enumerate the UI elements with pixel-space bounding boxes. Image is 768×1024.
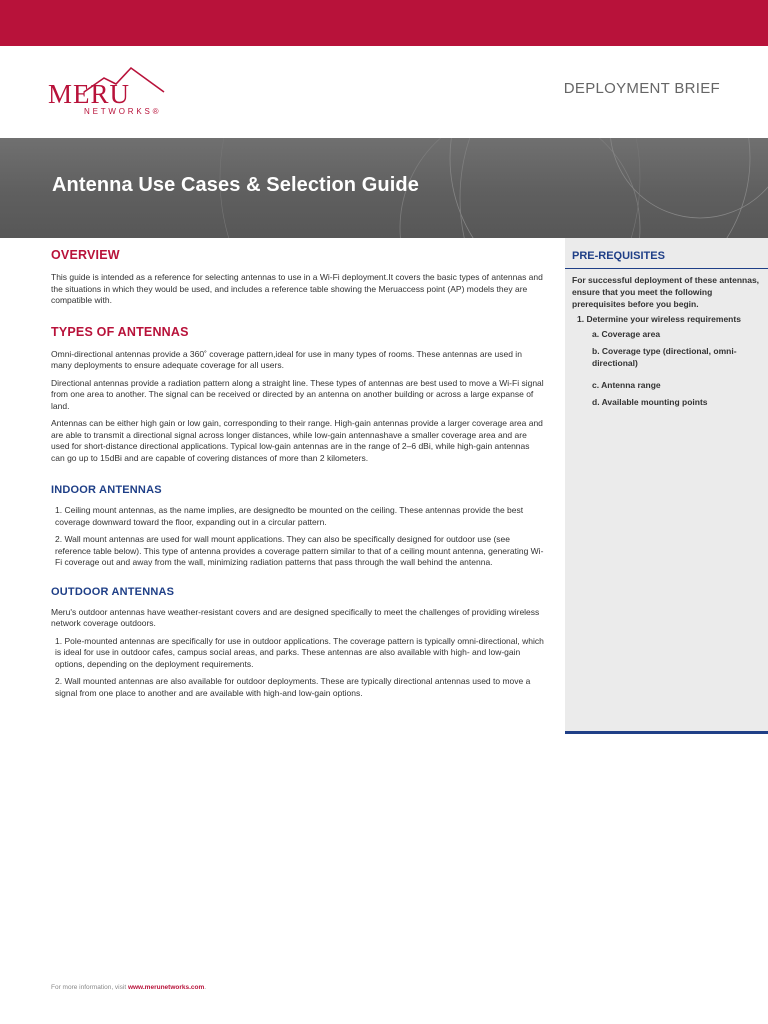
indoor-item-2: 2. Wall mount antennas are used for wall mount applications. They can also be specifically designed for outdoor use (see reference table below). This type of antenna provides a coverage pattern similar to that of a ceiling mount antenna, generating Wi-Fi coverage out and away from the wall, minimizing radiation patterns that pass through the wall behind the antenna. — [55, 534, 544, 567]
prerequisite-sub-d: d. Available mounting points — [592, 397, 708, 407]
outdoor-item-1: 1. Pole-mounted antennas are specifically for use in outdoor applications. The coverage pattern is typically omni-directional, which is ideal for use in outdoor cafes, campus social areas, and parks. These antennas are also available with high- and low-gain options, depending on the deployment requirements. — [55, 635, 544, 669]
title-banner — [0, 138, 768, 238]
types-paragraph-3: Antennas can be either high gain or low gain, corresponding to their range. High-gain antennas provide a larger coverage area and are able to transmit a directional signal across longer distances, while low-gain antennashave a smaller coverage area and are used for short-distance directional applications. Typical low-gain antennas are in the range of 2–6 dBi, while high-gain antennas can go up to 15dBi and are capable of covering distances of more than 2 kilometers. — [51, 418, 543, 463]
sidebar-divider — [565, 268, 768, 269]
top-brand-bar — [0, 0, 768, 46]
page-footer — [51, 984, 206, 991]
logo-wordmark: MERU — [48, 79, 131, 109]
types-paragraph-1: Omni-directional antennas provide a 360˚ coverage pattern,ideal for use in many types of rooms. These antennas are used in many deployments to ensure adequate coverage for all users. — [51, 348, 522, 370]
footer-text: For more information, visit — [51, 984, 128, 991]
logo-subtext: NETWORKS® — [84, 107, 162, 116]
prerequisite-list — [577, 313, 765, 413]
outdoor-intro: Meru's outdoor antennas have weather-resistant covers and are designed specifically to meet the challenges of providing wireless network coverage outdoors. — [51, 606, 540, 628]
prerequisite-sub-c: c. Antenna range — [592, 380, 661, 390]
meru-logo — [46, 62, 186, 122]
types-heading: TYPES OF ANTENNAS — [51, 324, 189, 339]
prerequisite-item-1: 1. Determine your wireless requirements — [577, 314, 741, 324]
sidebar-intro: For successful deployment of these antennas, ensure that you meet the following prerequisites before you begin. — [572, 275, 760, 309]
prerequisites-sidebar — [565, 238, 768, 734]
overview-heading: OVERVIEW — [51, 248, 120, 262]
footer-end: . — [204, 984, 207, 991]
prerequisite-sub-b: b. Coverage type (directional, omni-directional) — [592, 346, 737, 368]
indoor-item-1: 1. Ceiling mount antennas, as the name implies, are designedto be mounted on the ceiling. These antennas provide the best coverage downward toward the floor, expanding out in a circular pattern. — [55, 505, 524, 527]
page-title: Antenna Use Cases & Selection Guide — [52, 174, 419, 196]
prerequisite-sub-a: a. Coverage area — [592, 329, 661, 339]
sidebar-title: PRE-REQUISITES — [572, 250, 665, 262]
indoor-heading: INDOOR ANTENNAS — [51, 484, 162, 496]
document-type-label: DEPLOYMENT BRIEF — [563, 80, 720, 97]
main-content — [51, 248, 545, 705]
outdoor-item-2: 2. Wall mounted antennas are also available for outdoor deployments. These are typically directional antennas used to move a signal from one place to another and are available with high-and low-gain options. — [55, 676, 531, 698]
overview-text: This guide is intended as a reference for selecting antennas to use in a Wi-Fi deployment.It covers the basic types of antennas and the situations in which they would be used, and includes a reference table showing the Meruaccess point (AP) models they are compatible with. — [51, 272, 543, 305]
website-link[interactable]: www.merunetworks.com — [127, 984, 205, 991]
types-paragraph-2: Directional antennas provide a radiation pattern along a straight line. These types of antennas are best used to move a Wi-Fi signal from one area to another. The signal can be received or directed by an antenna on another building or across a large expanse of land. — [51, 377, 544, 411]
outdoor-heading: OUTDOOR ANTENNAS — [51, 585, 175, 598]
